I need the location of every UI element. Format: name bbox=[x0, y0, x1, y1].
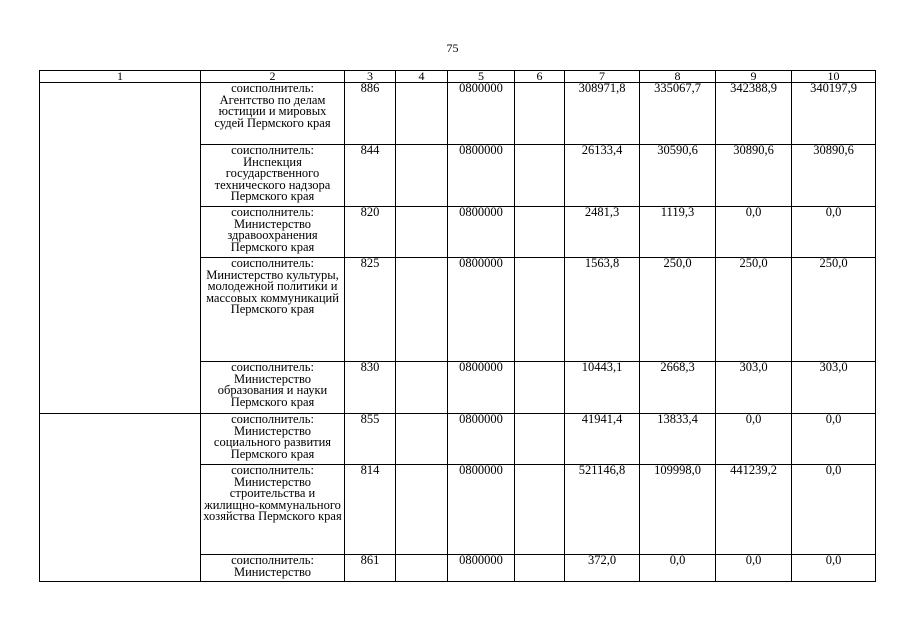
rz-code-cell bbox=[396, 362, 448, 414]
vr-code-cell bbox=[515, 555, 565, 582]
header-cell-10: 10 bbox=[792, 71, 876, 83]
amount-col10-cell: 250,0 bbox=[792, 258, 876, 362]
grbs-code-cell: 830 bbox=[345, 362, 396, 414]
amount-col10-cell: 0,0 bbox=[792, 465, 876, 555]
executor-cell: соисполнитель: Министерство социального развития Пермского края bbox=[201, 414, 345, 465]
rz-code-cell bbox=[396, 414, 448, 465]
amount-col10-cell: 0,0 bbox=[792, 555, 876, 582]
program-name-cell bbox=[40, 414, 201, 465]
csr-code-cell: 0800000 bbox=[448, 465, 515, 555]
amount-col8-cell: 13833,4 bbox=[640, 414, 716, 465]
table-row bbox=[40, 465, 876, 555]
page-number: 75 bbox=[446, 41, 459, 55]
amount-col8-cell: 250,0 bbox=[640, 258, 716, 362]
table-row bbox=[40, 414, 876, 465]
amount-col9-cell: 0,0 bbox=[716, 414, 792, 465]
vr-code-cell bbox=[515, 258, 565, 362]
rz-code-cell bbox=[396, 258, 448, 362]
executor-cell: соисполнитель: Агентство по делам юстиции и мировых судей Пермского края bbox=[201, 83, 345, 145]
amount-col8-cell: 1119,3 bbox=[640, 207, 716, 258]
amount-col8-cell: 109998,0 bbox=[640, 465, 716, 555]
executor-cell: соисполнитель: Инспекция государственного технического надзора Пермского края bbox=[201, 145, 345, 207]
table-body bbox=[40, 83, 876, 582]
header-cell-9: 9 bbox=[716, 71, 792, 83]
csr-code-cell: 0800000 bbox=[448, 207, 515, 258]
amount-col9-cell: 342388,9 bbox=[716, 83, 792, 145]
header-row bbox=[40, 71, 876, 83]
amount-col7-cell: 521146,8 bbox=[565, 465, 640, 555]
vr-code-cell bbox=[515, 207, 565, 258]
table-row bbox=[40, 555, 876, 582]
table-row bbox=[40, 83, 876, 145]
rz-code-cell bbox=[396, 555, 448, 582]
csr-code-cell: 0800000 bbox=[448, 145, 515, 207]
amount-col10-cell: 0,0 bbox=[792, 414, 876, 465]
amount-col7-cell: 372,0 bbox=[565, 555, 640, 582]
program-name-cell bbox=[40, 258, 201, 362]
amount-col9-cell: 0,0 bbox=[716, 555, 792, 582]
table-row bbox=[40, 362, 876, 414]
vr-code-cell bbox=[515, 83, 565, 145]
program-name-cell bbox=[40, 83, 201, 145]
amount-col7-cell: 10443,1 bbox=[565, 362, 640, 414]
csr-code-cell: 0800000 bbox=[448, 414, 515, 465]
rz-code-cell bbox=[396, 465, 448, 555]
header-cell-1: 1 bbox=[40, 71, 201, 83]
program-name-cell bbox=[40, 362, 201, 414]
amount-col9-cell: 441239,2 bbox=[716, 465, 792, 555]
amount-col8-cell: 0,0 bbox=[640, 555, 716, 582]
rz-code-cell bbox=[396, 207, 448, 258]
amount-col9-cell: 250,0 bbox=[716, 258, 792, 362]
amount-col7-cell: 41941,4 bbox=[565, 414, 640, 465]
program-name-cell bbox=[40, 555, 201, 582]
table-row bbox=[40, 145, 876, 207]
header-cell-2: 2 bbox=[201, 71, 345, 83]
amount-col7-cell: 26133,4 bbox=[565, 145, 640, 207]
grbs-code-cell: 844 bbox=[345, 145, 396, 207]
vr-code-cell bbox=[515, 145, 565, 207]
csr-code-cell: 0800000 bbox=[448, 83, 515, 145]
table-row bbox=[40, 207, 876, 258]
grbs-code-cell: 814 bbox=[345, 465, 396, 555]
vr-code-cell bbox=[515, 362, 565, 414]
program-name-cell bbox=[40, 145, 201, 207]
amount-col10-cell: 340197,9 bbox=[792, 83, 876, 145]
header-cell-4: 4 bbox=[396, 71, 448, 83]
amount-col7-cell: 308971,8 bbox=[565, 83, 640, 145]
header-cell-6: 6 bbox=[515, 71, 565, 83]
amount-col9-cell: 0,0 bbox=[716, 207, 792, 258]
grbs-code-cell: 855 bbox=[345, 414, 396, 465]
grbs-code-cell: 820 bbox=[345, 207, 396, 258]
amount-col10-cell: 30890,6 bbox=[792, 145, 876, 207]
program-name-cell bbox=[40, 465, 201, 555]
rz-code-cell bbox=[396, 83, 448, 145]
amount-col8-cell: 30590,6 bbox=[640, 145, 716, 207]
amount-col9-cell: 30890,6 bbox=[716, 145, 792, 207]
amount-col9-cell: 303,0 bbox=[716, 362, 792, 414]
amount-col8-cell: 2668,3 bbox=[640, 362, 716, 414]
amount-col7-cell: 1563,8 bbox=[565, 258, 640, 362]
csr-code-cell: 0800000 bbox=[448, 362, 515, 414]
amount-col10-cell: 0,0 bbox=[792, 207, 876, 258]
amount-col7-cell: 2481,3 bbox=[565, 207, 640, 258]
header-cell-5: 5 bbox=[448, 71, 515, 83]
executor-cell: соисполнитель: Министерство bbox=[201, 555, 345, 582]
table-row bbox=[40, 258, 876, 362]
grbs-code-cell: 825 bbox=[345, 258, 396, 362]
vr-code-cell bbox=[515, 465, 565, 555]
executor-cell: соисполнитель: Министерство культуры, молодежной политики и массовых коммуникаций Пермского края bbox=[201, 258, 345, 362]
amount-col8-cell: 335067,7 bbox=[640, 83, 716, 145]
amount-col10-cell: 303,0 bbox=[792, 362, 876, 414]
executor-cell: соисполнитель: Министерство здравоохранения Пермского края bbox=[201, 207, 345, 258]
executor-cell: соисполнитель: Министерство образования и науки Пермского края bbox=[201, 362, 345, 414]
budget-table bbox=[39, 70, 876, 582]
program-name-cell bbox=[40, 207, 201, 258]
executor-cell: соисполнитель: Министерство строительства и жилищно-коммунального хозяйства Пермского края bbox=[201, 465, 345, 555]
header-cell-7: 7 bbox=[565, 71, 640, 83]
csr-code-cell: 0800000 bbox=[448, 258, 515, 362]
csr-code-cell: 0800000 bbox=[448, 555, 515, 582]
grbs-code-cell: 861 bbox=[345, 555, 396, 582]
grbs-code-cell: 886 bbox=[345, 83, 396, 145]
vr-code-cell bbox=[515, 414, 565, 465]
rz-code-cell bbox=[396, 145, 448, 207]
header-cell-8: 8 bbox=[640, 71, 716, 83]
header-cell-3: 3 bbox=[345, 71, 396, 83]
